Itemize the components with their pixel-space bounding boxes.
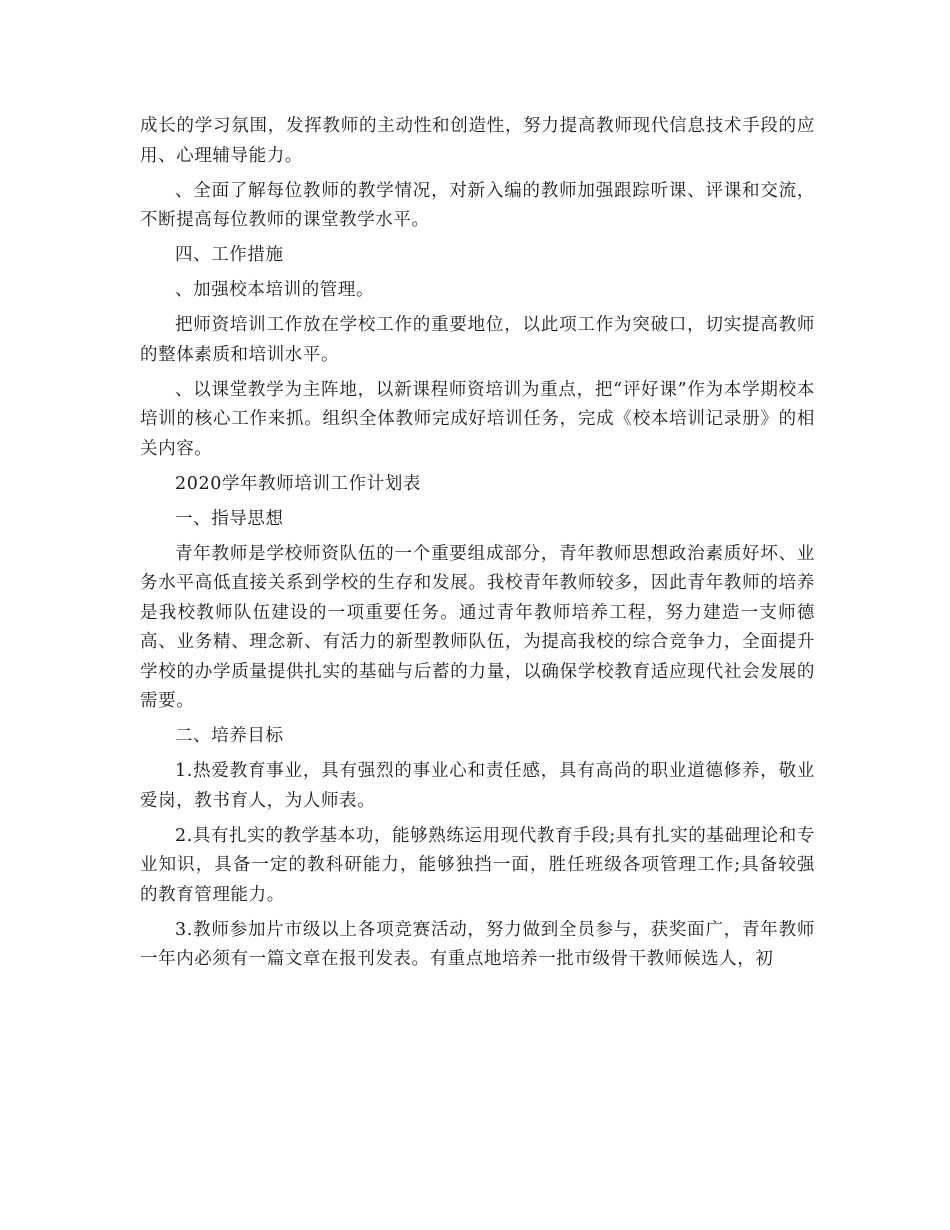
document-title: 2020学年教师培训工作计划表 bbox=[175, 473, 422, 494]
paragraph: 1.热爱教育事业，具有强烈的事业心和责任感，具有高尚的职业道德修养，敬业爱岗，教书育人，为人师表。 bbox=[140, 761, 815, 811]
paragraph: 、以课堂教学为主阵地，以新课程师资培训为重点，把“评好课”作为本学期校本培训的核心工作来抓。组织全体教师完成好培训任务，完成《校本培训记录册》的相关内容。 bbox=[140, 379, 815, 459]
paragraph: 把师资培训工作放在学校工作的重要地位，以此项工作为突破口，切实提高教师的整体素质和培训水平。 bbox=[140, 315, 815, 365]
paragraph: 3.教师参加片市级以上各项竞赛活动，努力做到全员参与，获奖面广，青年教师一年内必须有一篇文章在报刊发表。有重点地培养一批市级骨干教师候选人，初 bbox=[140, 919, 815, 969]
paragraph: 青年教师是学校师资队伍的一个重要组成部分，青年教师思想政治素质好坏、业务水平高低直接关系到学校的生存和发展。我校青年教师较多，因此青年教师的培养是我校教师队伍建设的一项重要任务。通过青年教师培养工程，努力建造一支师德高、业务精、理念新、有活力的新型教师队伍，为提高我校的综合竞争力，全面提升学校的办学质量提供扎实的基础与后蓄的力量，以确保学校教育适应现代社会发展的需要。 bbox=[140, 543, 815, 711]
paragraph: 、全面了解每位教师的教学情况，对新入编的教师加强跟踪听课、评课和交流，不断提高每位教师的课堂教学水平。 bbox=[140, 180, 815, 230]
section-heading: 一、指导思想 bbox=[175, 508, 284, 529]
paragraph: 成长的学习氛围，发挥教师的主动性和创造性，努力提高教师现代信息技术手段的应用、心理辅导能力。 bbox=[140, 116, 815, 166]
section-heading: 四、工作措施 bbox=[175, 245, 284, 265]
paragraph: 2.具有扎实的教学基本功，能够熟练运用现代教育手段;具有扎实的基础理论和专业知识，具备一定的教科研能力，能够独挡一面，胜任班级各项管理工作;具备较强的教育管理能力。 bbox=[140, 825, 815, 905]
paragraph: 、加强校本培训的管理。 bbox=[175, 280, 375, 300]
section-heading: 二、培养目标 bbox=[175, 726, 284, 746]
document-body bbox=[140, 112, 815, 980]
